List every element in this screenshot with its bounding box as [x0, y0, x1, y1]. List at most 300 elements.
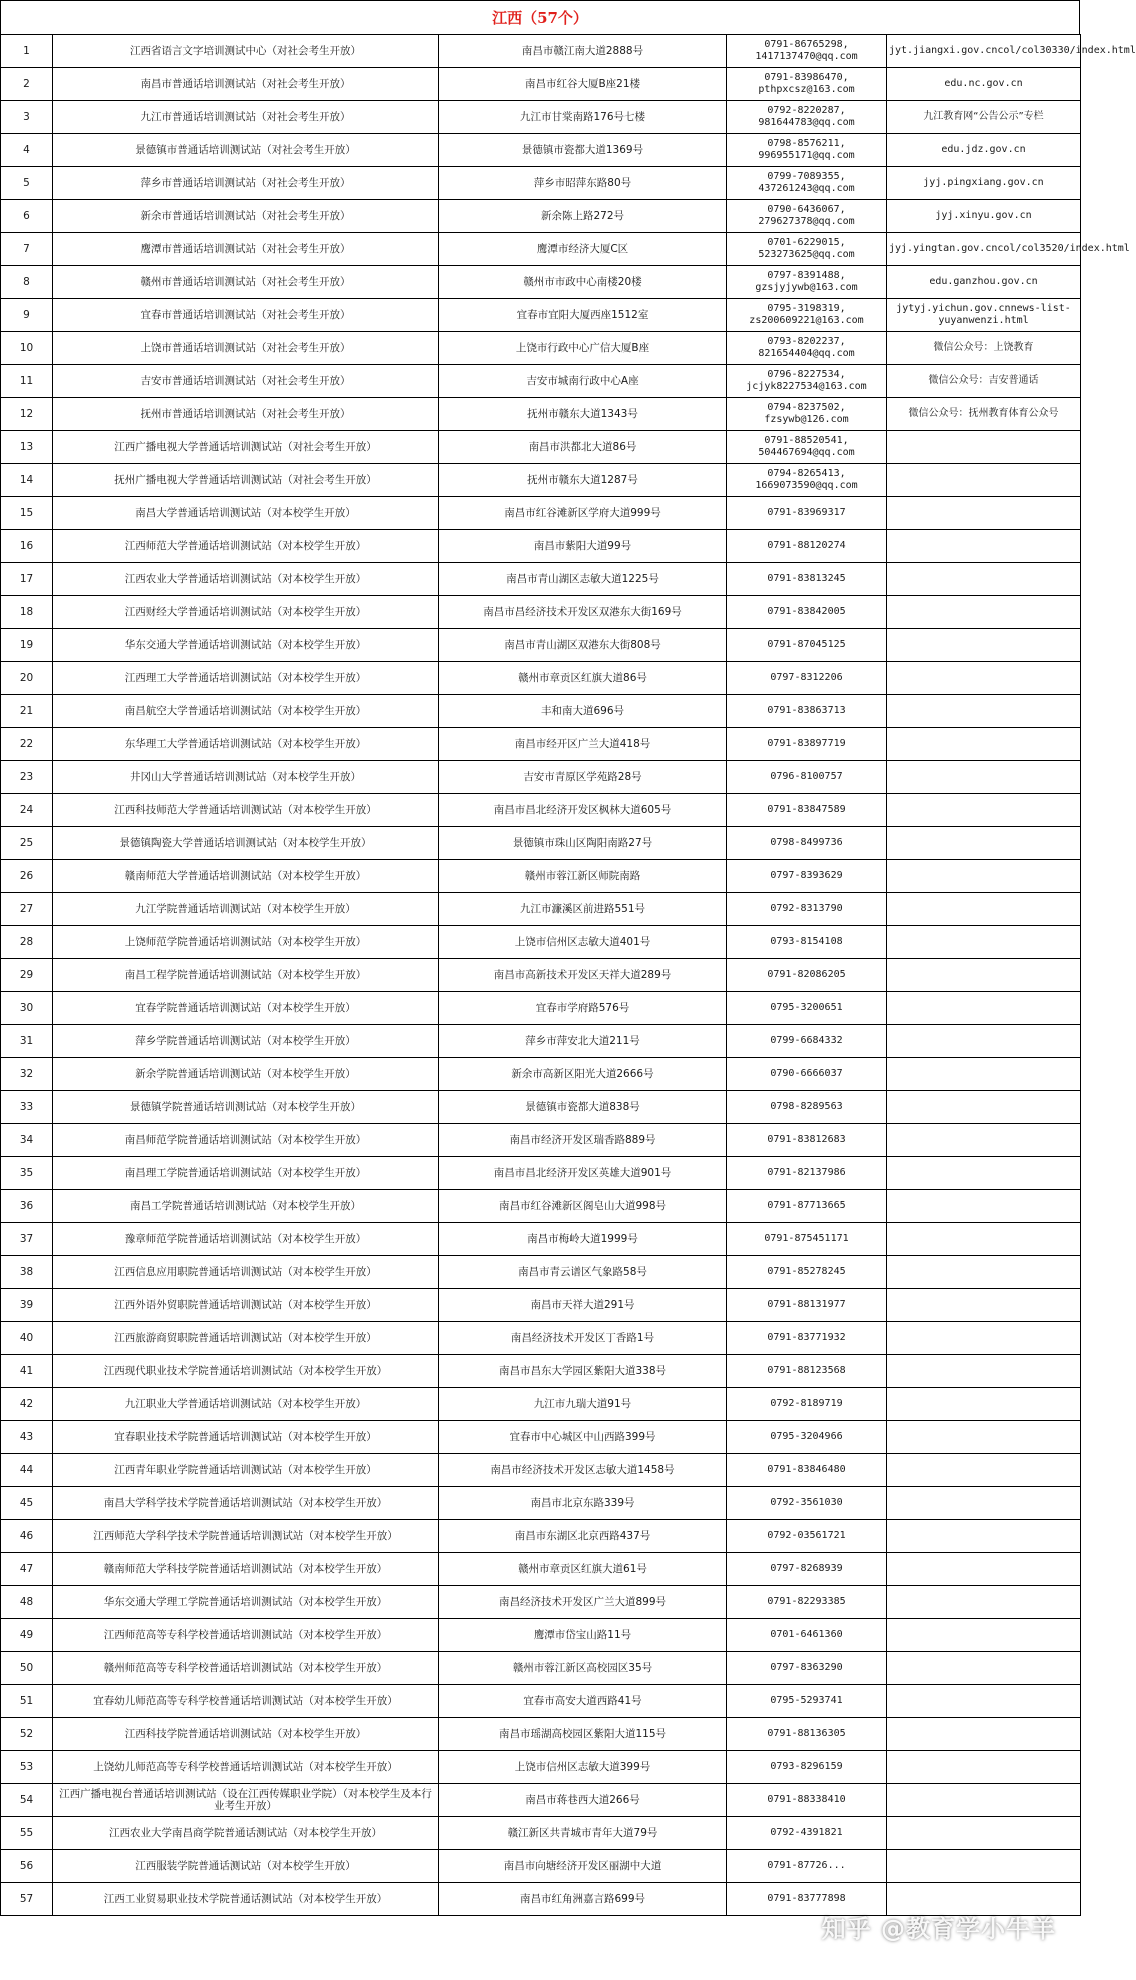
cell-address: 南昌经济技术开发区广兰大道899号 — [439, 1586, 727, 1619]
cell-number: 30 — [1, 992, 53, 1025]
cell-address: 南昌市经开区广兰大道418号 — [439, 728, 727, 761]
cell-website — [887, 1817, 1081, 1850]
cell-address: 新余市高新区阳光大道2666号 — [439, 1058, 727, 1091]
cell-station-name: 南昌理工学院普通话培训测试站（对本校学生开放） — [53, 1157, 439, 1190]
cell-contact: 0795-3200651 — [727, 992, 887, 1025]
cell-website: edu.nc.gov.cn — [887, 68, 1081, 101]
cell-contact: 0795-3198319, zs200609221@163.com — [727, 299, 887, 332]
cell-contact: 0794-8237502, fzsywb@126.com — [727, 398, 887, 431]
cell-station-name: 江西农业大学南昌商学院普通话测试站（对本校学生开放） — [53, 1817, 439, 1850]
cell-station-name: 江西青年职业学院普通话培训测试站（对本校学生开放） — [53, 1454, 439, 1487]
cell-number: 6 — [1, 200, 53, 233]
cell-number: 23 — [1, 761, 53, 794]
cell-website — [887, 695, 1081, 728]
cell-station-name: 南昌工程学院普通话培训测试站（对本校学生开放） — [53, 959, 439, 992]
cell-address: 吉安市青原区学苑路28号 — [439, 761, 727, 794]
cell-number: 22 — [1, 728, 53, 761]
cell-contact: 0797-8391488, gzsjyjywb@163.com — [727, 266, 887, 299]
cell-contact: 0793-8296159 — [727, 1751, 887, 1784]
cell-website: edu.jdz.gov.cn — [887, 134, 1081, 167]
cell-website — [887, 860, 1081, 893]
cell-number: 11 — [1, 365, 53, 398]
cell-number: 18 — [1, 596, 53, 629]
cell-number: 54 — [1, 1784, 53, 1817]
cell-number: 17 — [1, 563, 53, 596]
table-row — [1, 464, 1081, 497]
cell-station-name: 江西省语言文字培训测试中心（对社会考生开放） — [53, 35, 439, 68]
cell-website — [887, 761, 1081, 794]
table-row — [1, 1091, 1081, 1124]
cell-address: 南昌市洪都北大道86号 — [439, 431, 727, 464]
table-row — [1, 1817, 1081, 1850]
cell-number: 41 — [1, 1355, 53, 1388]
cell-contact: 0794-8265413, 1669073590@qq.com — [727, 464, 887, 497]
cell-number: 50 — [1, 1652, 53, 1685]
cell-website — [887, 1751, 1081, 1784]
table-row — [1, 1058, 1081, 1091]
table-row — [1, 1850, 1081, 1883]
cell-address: 南昌市红谷滩新区学府大道999号 — [439, 497, 727, 530]
cell-station-name: 上饶幼儿师范高等专科学校普通话培训测试站（对本校学生开放） — [53, 1751, 439, 1784]
cell-contact: 0796-8100757 — [727, 761, 887, 794]
cell-contact: 0791-87726... — [727, 1850, 887, 1883]
cell-address: 南昌市青云谱区气象路58号 — [439, 1256, 727, 1289]
table-row — [1, 200, 1081, 233]
cell-contact: 0795-3204966 — [727, 1421, 887, 1454]
table-row — [1, 1322, 1081, 1355]
cell-address: 南昌市梅岭大道1999号 — [439, 1223, 727, 1256]
cell-contact: 0793-8202237, 821654404@qq.com — [727, 332, 887, 365]
table-row — [1, 893, 1081, 926]
cell-website — [887, 1322, 1081, 1355]
table-row — [1, 266, 1081, 299]
cell-contact: 0792-8220287, 981644783@qq.com — [727, 101, 887, 134]
cell-address: 丰和南大道696号 — [439, 695, 727, 728]
cell-station-name: 赣州师范高等专科学校普通话培训测试站（对本校学生开放） — [53, 1652, 439, 1685]
cell-website — [887, 464, 1081, 497]
cell-number: 10 — [1, 332, 53, 365]
cell-address: 南昌市红谷大厦B座21楼 — [439, 68, 727, 101]
cell-address: 赣州市市政中心南楼20楼 — [439, 266, 727, 299]
cell-number: 32 — [1, 1058, 53, 1091]
cell-number: 39 — [1, 1289, 53, 1322]
cell-contact: 0797-8363290 — [727, 1652, 887, 1685]
cell-website — [887, 1652, 1081, 1685]
cell-address: 吉安市城南行政中心A座 — [439, 365, 727, 398]
cell-website — [887, 497, 1081, 530]
cell-number: 2 — [1, 68, 53, 101]
cell-station-name: 江西外语外贸职院普通话培训测试站（对本校学生开放） — [53, 1289, 439, 1322]
cell-address: 南昌市红角洲嘉言路699号 — [439, 1883, 727, 1916]
table-row — [1, 1025, 1081, 1058]
cell-address: 景德镇市珠山区陶阳南路27号 — [439, 827, 727, 860]
cell-number: 47 — [1, 1553, 53, 1586]
table-row — [1, 1388, 1081, 1421]
cell-website: 九江教育网“公告公示”专栏 — [887, 101, 1081, 134]
cell-address: 鹰潭市岱宝山路11号 — [439, 1619, 727, 1652]
table-row — [1, 794, 1081, 827]
cell-address: 抚州市赣东大道1343号 — [439, 398, 727, 431]
cell-number: 8 — [1, 266, 53, 299]
cell-station-name: 南昌师范学院普通话培训测试站（对本校学生开放） — [53, 1124, 439, 1157]
table-row — [1, 365, 1081, 398]
cell-station-name: 井冈山大学普通话培训测试站（对本校学生开放） — [53, 761, 439, 794]
table-row — [1, 1718, 1081, 1751]
cell-website — [887, 431, 1081, 464]
cell-address: 宜春市宜阳大厦西座1512室 — [439, 299, 727, 332]
cell-address: 南昌市青山湖区志敏大道1225号 — [439, 563, 727, 596]
cell-station-name: 抚州市普通话培训测试站（对社会考生开放） — [53, 398, 439, 431]
cell-website — [887, 1124, 1081, 1157]
cell-website — [887, 728, 1081, 761]
cell-contact: 0792-03561721 — [727, 1520, 887, 1553]
table-row — [1, 695, 1081, 728]
cell-address: 上饶市信州区志敏大道401号 — [439, 926, 727, 959]
cell-number: 45 — [1, 1487, 53, 1520]
table-row — [1, 563, 1081, 596]
cell-address: 鹰潭市经济大厦C区 — [439, 233, 727, 266]
cell-website: jyj.pingxiang.gov.cn — [887, 167, 1081, 200]
cell-number: 48 — [1, 1586, 53, 1619]
cell-address: 南昌市北京东路339号 — [439, 1487, 727, 1520]
table-row — [1, 662, 1081, 695]
cell-website — [887, 794, 1081, 827]
cell-address: 赣江新区共青城市青年大道79号 — [439, 1817, 727, 1850]
cell-number: 33 — [1, 1091, 53, 1124]
cell-website — [887, 1553, 1081, 1586]
cell-contact: 0791-83846480 — [727, 1454, 887, 1487]
cell-station-name: 南昌航空大学普通话培训测试站（对本校学生开放） — [53, 695, 439, 728]
cell-station-name: 景德镇学院普通话培训测试站（对本校学生开放） — [53, 1091, 439, 1124]
cell-contact: 0791-82086205 — [727, 959, 887, 992]
cell-address: 新余陈上路272号 — [439, 200, 727, 233]
table-row — [1, 629, 1081, 662]
cell-number: 3 — [1, 101, 53, 134]
table-row — [1, 1124, 1081, 1157]
table-title-row — [0, 0, 1080, 34]
table-row — [1, 1685, 1081, 1718]
table-row — [1, 1256, 1081, 1289]
cell-number: 21 — [1, 695, 53, 728]
cell-station-name: 鹰潭市普通话培训测试站（对社会考生开放） — [53, 233, 439, 266]
cell-website — [887, 1289, 1081, 1322]
cell-number: 56 — [1, 1850, 53, 1883]
cell-website — [887, 1058, 1081, 1091]
cell-station-name: 新余市普通话培训测试站（对社会考生开放） — [53, 200, 439, 233]
cell-website — [887, 1454, 1081, 1487]
cell-contact: 0791-88338410 — [727, 1784, 887, 1817]
cell-address: 上饶市行政中心广信大厦B座 — [439, 332, 727, 365]
table-row — [1, 1652, 1081, 1685]
cell-contact: 0790-6436067, 279627378@qq.com — [727, 200, 887, 233]
cell-address: 南昌市紫阳大道99号 — [439, 530, 727, 563]
cell-number: 5 — [1, 167, 53, 200]
cell-station-name: 南昌大学普通话培训测试站（对本校学生开放） — [53, 497, 439, 530]
cell-station-name: 江西广播电视台普通话培训测试站（设在江西传媒职业学院）（对本校学生及本行业考生开放） — [53, 1784, 439, 1817]
table-row — [1, 101, 1081, 134]
cell-number: 24 — [1, 794, 53, 827]
cell-contact: 0791-83897719 — [727, 728, 887, 761]
cell-website: jyj.yingtan.gov.cncol/col3520/index.html — [887, 233, 1081, 266]
cell-website — [887, 1718, 1081, 1751]
cell-number: 15 — [1, 497, 53, 530]
cell-contact: 0791-88131977 — [727, 1289, 887, 1322]
cell-website — [887, 1223, 1081, 1256]
cell-address: 南昌市昌北经济开发区英雄大道901号 — [439, 1157, 727, 1190]
cell-address: 萍乡市萍安北大道211号 — [439, 1025, 727, 1058]
cell-contact: 0796-8227534, jcjyk8227534@163.com — [727, 365, 887, 398]
cell-number: 51 — [1, 1685, 53, 1718]
cell-number: 42 — [1, 1388, 53, 1421]
cell-station-name: 上饶市普通话培训测试站（对社会考生开放） — [53, 332, 439, 365]
cell-station-name: 宜春职业技术学院普通话培训测试站（对本校学生开放） — [53, 1421, 439, 1454]
cell-contact: 0793-8154108 — [727, 926, 887, 959]
cell-station-name: 景德镇陶瓷大学普通话培训测试站（对本校学生开放） — [53, 827, 439, 860]
cell-website: jyt.jiangxi.gov.cncol/col30330/index.html — [887, 35, 1081, 68]
cell-website — [887, 530, 1081, 563]
cell-address: 赣州市章贡区红旗大道86号 — [439, 662, 727, 695]
cell-contact: 0792-8313790 — [727, 893, 887, 926]
table-row — [1, 530, 1081, 563]
table-row — [1, 860, 1081, 893]
table-row — [1, 431, 1081, 464]
cell-station-name: 江西科技师范大学普通话培训测试站（对本校学生开放） — [53, 794, 439, 827]
cell-number: 4 — [1, 134, 53, 167]
cell-website — [887, 1025, 1081, 1058]
cell-address: 九江市甘棠南路176号七楼 — [439, 101, 727, 134]
table-row — [1, 332, 1081, 365]
table-row — [1, 1190, 1081, 1223]
cell-number: 29 — [1, 959, 53, 992]
table-row — [1, 992, 1081, 1025]
cell-contact: 0790-6666037 — [727, 1058, 887, 1091]
cell-station-name: 江西旅游商贸职院普通话培训测试站（对本校学生开放） — [53, 1322, 439, 1355]
cell-contact: 0791-88520541, 504467694@qq.com — [727, 431, 887, 464]
table-row — [1, 1223, 1081, 1256]
cell-contact: 0791-83771932 — [727, 1322, 887, 1355]
cell-website: jyj.xinyu.gov.cn — [887, 200, 1081, 233]
cell-station-name: 南昌市普通话培训测试站（对社会考生开放） — [53, 68, 439, 101]
cell-address: 九江市濂溪区前进路551号 — [439, 893, 727, 926]
cell-contact: 0795-5293741 — [727, 1685, 887, 1718]
table-row — [1, 398, 1081, 431]
cell-number: 46 — [1, 1520, 53, 1553]
cell-address: 南昌市蒋巷西大道266号 — [439, 1784, 727, 1817]
cell-website — [887, 1190, 1081, 1223]
cell-contact: 0791-87045125 — [727, 629, 887, 662]
cell-address: 南昌市赣江南大道2888号 — [439, 35, 727, 68]
cell-number: 28 — [1, 926, 53, 959]
cell-website: 微信公众号：上饶教育 — [887, 332, 1081, 365]
table-row — [1, 233, 1081, 266]
table-row — [1, 1751, 1081, 1784]
cell-number: 16 — [1, 530, 53, 563]
cell-contact: 0791-86765298, 1417137470@qq.com — [727, 35, 887, 68]
cell-station-name: 宜春幼儿师范高等专科学校普通话培训测试站（对本校学生开放） — [53, 1685, 439, 1718]
cell-address: 南昌市东湖区北京西路437号 — [439, 1520, 727, 1553]
cell-station-name: 华东交通大学普通话培训测试站（对本校学生开放） — [53, 629, 439, 662]
cell-station-name: 华东交通大学理工学院普通话培训测试站（对本校学生开放） — [53, 1586, 439, 1619]
cell-address: 南昌市天祥大道291号 — [439, 1289, 727, 1322]
cell-address: 南昌市经济技术开发区志敏大道1458号 — [439, 1454, 727, 1487]
cell-station-name: 江西工业贸易职业技术学院普通话测试站（对本校学生开放） — [53, 1883, 439, 1916]
cell-address: 南昌市昌经济技术开发区双港东大街169号 — [439, 596, 727, 629]
cell-station-name: 九江市普通话培训测试站（对社会考生开放） — [53, 101, 439, 134]
zhihu-watermark: 知乎 @教育学小牛羊 — [821, 1915, 1056, 1943]
cell-number: 14 — [1, 464, 53, 497]
cell-address: 赣州市蓉江新区师院南路 — [439, 860, 727, 893]
cell-address: 抚州市赣东大道1287号 — [439, 464, 727, 497]
cell-number: 31 — [1, 1025, 53, 1058]
cell-address: 南昌市高新技术开发区天祥大道289号 — [439, 959, 727, 992]
cell-station-name: 抚州广播电视大学普通话培训测试站（对社会考生开放） — [53, 464, 439, 497]
cell-contact: 0791-88123568 — [727, 1355, 887, 1388]
cell-number: 9 — [1, 299, 53, 332]
cell-station-name: 宜春学院普通话培训测试站（对本校学生开放） — [53, 992, 439, 1025]
cell-number: 13 — [1, 431, 53, 464]
cell-number: 57 — [1, 1883, 53, 1916]
table-row — [1, 1586, 1081, 1619]
cell-station-name: 南昌工学院普通话培训测试站（对本校学生开放） — [53, 1190, 439, 1223]
cell-station-name: 南昌大学科学技术学院普通话培训测试站（对本校学生开放） — [53, 1487, 439, 1520]
cell-website — [887, 1784, 1081, 1817]
cell-website — [887, 1091, 1081, 1124]
table-row — [1, 1454, 1081, 1487]
cell-contact: 0798-8576211, 996955171@qq.com — [727, 134, 887, 167]
cell-website — [887, 926, 1081, 959]
cell-contact: 0791-83969317 — [727, 497, 887, 530]
cell-contact: 0791-83812683 — [727, 1124, 887, 1157]
cell-contact: 0798-8289563 — [727, 1091, 887, 1124]
cell-website — [887, 1256, 1081, 1289]
cell-contact: 0797-8393629 — [727, 860, 887, 893]
cell-station-name: 江西科技学院普通话培训测试站（对本校学生开放） — [53, 1718, 439, 1751]
table-row — [1, 596, 1081, 629]
cell-number: 12 — [1, 398, 53, 431]
cell-number: 55 — [1, 1817, 53, 1850]
cell-station-name: 江西服装学院普通话测试站（对本校学生开放） — [53, 1850, 439, 1883]
cell-website — [887, 1685, 1081, 1718]
cell-contact: 0791-82293385 — [727, 1586, 887, 1619]
cell-website: jytyj.yichun.gov.cnnews-list-yuyanwenzi.html — [887, 299, 1081, 332]
cell-website — [887, 1586, 1081, 1619]
cell-address: 南昌市瑶湖高校园区紫阳大道115号 — [439, 1718, 727, 1751]
cell-website — [887, 1520, 1081, 1553]
table-row — [1, 1355, 1081, 1388]
cell-contact: 0798-8499736 — [727, 827, 887, 860]
cell-website — [887, 827, 1081, 860]
cell-contact: 0791-83777898 — [727, 1883, 887, 1916]
cell-website — [887, 1619, 1081, 1652]
cell-number: 49 — [1, 1619, 53, 1652]
table-row — [1, 68, 1081, 101]
cell-contact: 0797-8312206 — [727, 662, 887, 695]
cell-station-name: 江西财经大学普通话培训测试站（对本校学生开放） — [53, 596, 439, 629]
cell-address: 南昌市青山湖区双港东大街808号 — [439, 629, 727, 662]
cell-number: 37 — [1, 1223, 53, 1256]
cell-contact: 0791-88136305 — [727, 1718, 887, 1751]
cell-station-name: 江西理工大学普通话培训测试站（对本校学生开放） — [53, 662, 439, 695]
cell-number: 44 — [1, 1454, 53, 1487]
table-row — [1, 299, 1081, 332]
cell-contact: 0791-83847589 — [727, 794, 887, 827]
cell-website — [887, 1388, 1081, 1421]
cell-station-name: 上饶师范学院普通话培训测试站（对本校学生开放） — [53, 926, 439, 959]
cell-station-name: 江西信息应用职院普通话培训测试站（对本校学生开放） — [53, 1256, 439, 1289]
cell-address: 南昌市红谷滩新区阁皂山大道998号 — [439, 1190, 727, 1223]
cell-station-name: 江西师范高等专科学校普通话培训测试站（对本校学生开放） — [53, 1619, 439, 1652]
cell-website — [887, 662, 1081, 695]
cell-website — [887, 629, 1081, 662]
cell-contact: 0799-6684332 — [727, 1025, 887, 1058]
cell-number: 25 — [1, 827, 53, 860]
cell-station-name: 新余学院普通话培训测试站（对本校学生开放） — [53, 1058, 439, 1091]
table-title: 江西（57个） — [492, 9, 588, 27]
cell-number: 43 — [1, 1421, 53, 1454]
cell-contact: 0792-3561030 — [727, 1487, 887, 1520]
cell-website — [887, 1421, 1081, 1454]
cell-contact: 0799-7089355, 437261243@qq.com — [727, 167, 887, 200]
cell-website — [887, 1850, 1081, 1883]
cell-station-name: 江西现代职业技术学院普通话培训测试站（对本校学生开放） — [53, 1355, 439, 1388]
cell-station-name: 宜春市普通话培训测试站（对社会考生开放） — [53, 299, 439, 332]
cell-station-name: 赣南师范大学普通话培训测试站（对本校学生开放） — [53, 860, 439, 893]
cell-address: 南昌市经济开发区瑞香路889号 — [439, 1124, 727, 1157]
cell-station-name: 赣南师范大学科技学院普通话培训测试站（对本校学生开放） — [53, 1553, 439, 1586]
table-row — [1, 728, 1081, 761]
cell-address: 宜春市高安大道西路41号 — [439, 1685, 727, 1718]
cell-website: 微信公众号：抚州教育体育公众号 — [887, 398, 1081, 431]
cell-address: 上饶市信州区志敏大道399号 — [439, 1751, 727, 1784]
cell-website — [887, 992, 1081, 1025]
cell-address: 南昌市向塘经济开发区丽湖中大道 — [439, 1850, 727, 1883]
cell-contact: 0797-8268939 — [727, 1553, 887, 1586]
cell-number: 36 — [1, 1190, 53, 1223]
cell-station-name: 江西师范大学科学技术学院普通话培训测试站（对本校学生开放） — [53, 1520, 439, 1553]
cell-station-name: 景德镇市普通话培训测试站（对社会考生开放） — [53, 134, 439, 167]
cell-station-name: 九江职业大学普通话培训测试站（对本校学生开放） — [53, 1388, 439, 1421]
cell-address: 宜春市中心城区中山西路399号 — [439, 1421, 727, 1454]
cell-contact: 0792-8189719 — [727, 1388, 887, 1421]
cell-number: 35 — [1, 1157, 53, 1190]
cell-website — [887, 893, 1081, 926]
cell-number: 34 — [1, 1124, 53, 1157]
cell-number: 38 — [1, 1256, 53, 1289]
cell-website: 微信公众号：吉安普通话 — [887, 365, 1081, 398]
cell-address: 景德镇市瓷都大道838号 — [439, 1091, 727, 1124]
cell-contact: 0791-83986470, pthpxcsz@163.com — [727, 68, 887, 101]
cell-address: 南昌经济技术开发区丁香路1号 — [439, 1322, 727, 1355]
table-row — [1, 1553, 1081, 1586]
cell-contact: 0791-85278245 — [727, 1256, 887, 1289]
cell-contact: 0791-83842005 — [727, 596, 887, 629]
cell-station-name: 豫章师范学院普通话培训测试站（对本校学生开放） — [53, 1223, 439, 1256]
cell-number: 20 — [1, 662, 53, 695]
cell-website — [887, 1157, 1081, 1190]
cell-website: edu.ganzhou.gov.cn — [887, 266, 1081, 299]
table-row — [1, 827, 1081, 860]
table-row — [1, 1784, 1081, 1817]
cell-number: 52 — [1, 1718, 53, 1751]
cell-number: 7 — [1, 233, 53, 266]
cell-contact: 0791-88120274 — [727, 530, 887, 563]
cell-station-name: 九江学院普通话培训测试站（对本校学生开放） — [53, 893, 439, 926]
cell-address: 南昌市昌北经济开发区枫林大道605号 — [439, 794, 727, 827]
cell-address: 宜春市学府路576号 — [439, 992, 727, 1025]
cell-address: 萍乡市昭萍东路80号 — [439, 167, 727, 200]
cell-station-name: 江西广播电视大学普通话培训测试站（对社会考生开放） — [53, 431, 439, 464]
table-row — [1, 1520, 1081, 1553]
